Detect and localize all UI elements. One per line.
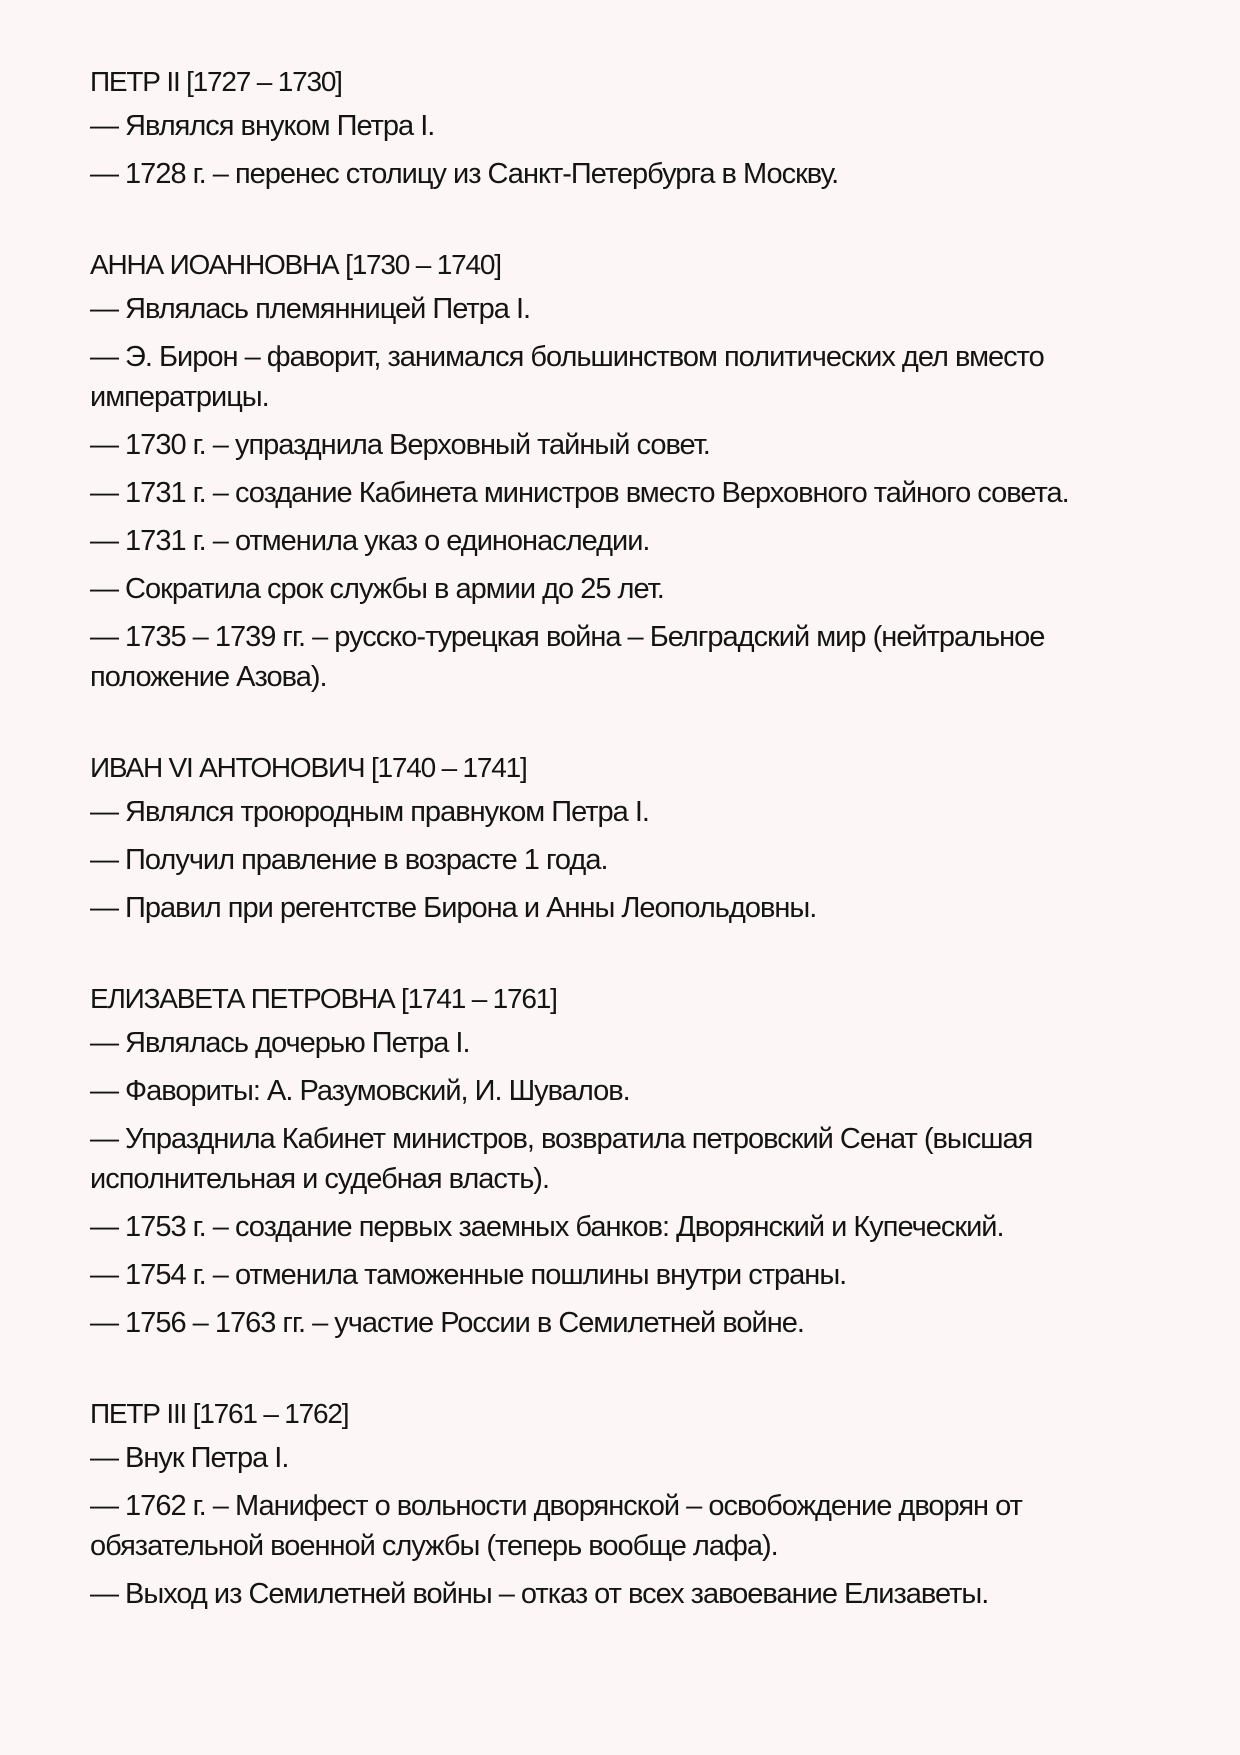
- list-item: — 1756 – 1763 гг. – участие России в Семилетней войне.: [90, 1307, 804, 1339]
- list-item: — Внук Петра I.: [90, 1442, 289, 1474]
- list-item: — Упразднила Кабинет министров, возвратила петровский Сенат (высшая исполнительная и судебная власть).: [90, 1123, 1033, 1195]
- section-peter-ii: [90, 58, 1170, 194]
- list-item: — 1731 г. – отменила указ о единонаследии.: [90, 525, 650, 557]
- list-item: — 1753 г. – создание первых заемных банков: Дворянский и Купеческий.: [90, 1211, 1004, 1243]
- list-item: — Являлась племянницей Петра I.: [90, 293, 531, 325]
- list-item: — Э. Бирон – фаворит, занимался большинством политических дел вместо императрицы.: [90, 341, 1044, 413]
- list-item: — Выход из Семилетней войны – отказ от всех завоевание Елизаветы.: [90, 1578, 989, 1610]
- list-item: — 1731 г. – создание Кабинета министров вместо Верховного тайного совета.: [90, 477, 1069, 509]
- list-item: — Фавориты: А. Разумовский, И. Шувалов.: [90, 1075, 630, 1107]
- section-title: ПЕТР III [1761 – 1762]: [90, 1398, 349, 1429]
- section-anna-ioannovna: [90, 241, 1170, 697]
- list-item: — Получил правление в возрасте 1 года.: [90, 844, 608, 876]
- section-title: ИВАН VI АНТОНОВИЧ [1740 – 1741]: [90, 752, 527, 783]
- section-elizaveta-petrovna: [90, 975, 1170, 1343]
- list-item: — Являлась дочерью Петра I.: [90, 1027, 470, 1059]
- section-title: ПЕТР II [1727 – 1730]: [90, 66, 342, 97]
- list-item: — 1728 г. – перенес столицу из Санкт-Петербурга в Москву.: [90, 158, 839, 190]
- section-peter-iii: [90, 1390, 1170, 1614]
- list-item: — 1762 г. – Манифест о вольности дворянской – освобождение дворян от обязательной военной службы (теперь вообще лафа).: [90, 1490, 1022, 1562]
- list-item: — Сократила срок службы в армии до 25 лет.: [90, 573, 664, 605]
- list-item: — Правил при регентстве Бирона и Анны Леопольдовны.: [90, 892, 817, 924]
- list-item: — Являлся внуком Петра I.: [90, 110, 435, 142]
- section-title: ЕЛИЗАВЕТА ПЕТРОВНА [1741 – 1761]: [90, 983, 557, 1014]
- list-item: — 1735 – 1739 гг. – русско-турецкая война – Белградский мир (нейтральное положение Азова).: [90, 621, 1045, 693]
- section-ivan-vi: [90, 744, 1170, 928]
- list-item: — Являлся троюродным правнуком Петра I.: [90, 796, 649, 828]
- list-item: — 1754 г. – отменила таможенные пошлины внутри страны.: [90, 1259, 847, 1291]
- document-page: [90, 58, 1170, 1661]
- section-title: АННА ИОАННОВНА [1730 – 1740]: [90, 249, 501, 280]
- list-item: — 1730 г. – упразднила Верховный тайный совет.: [90, 429, 710, 461]
